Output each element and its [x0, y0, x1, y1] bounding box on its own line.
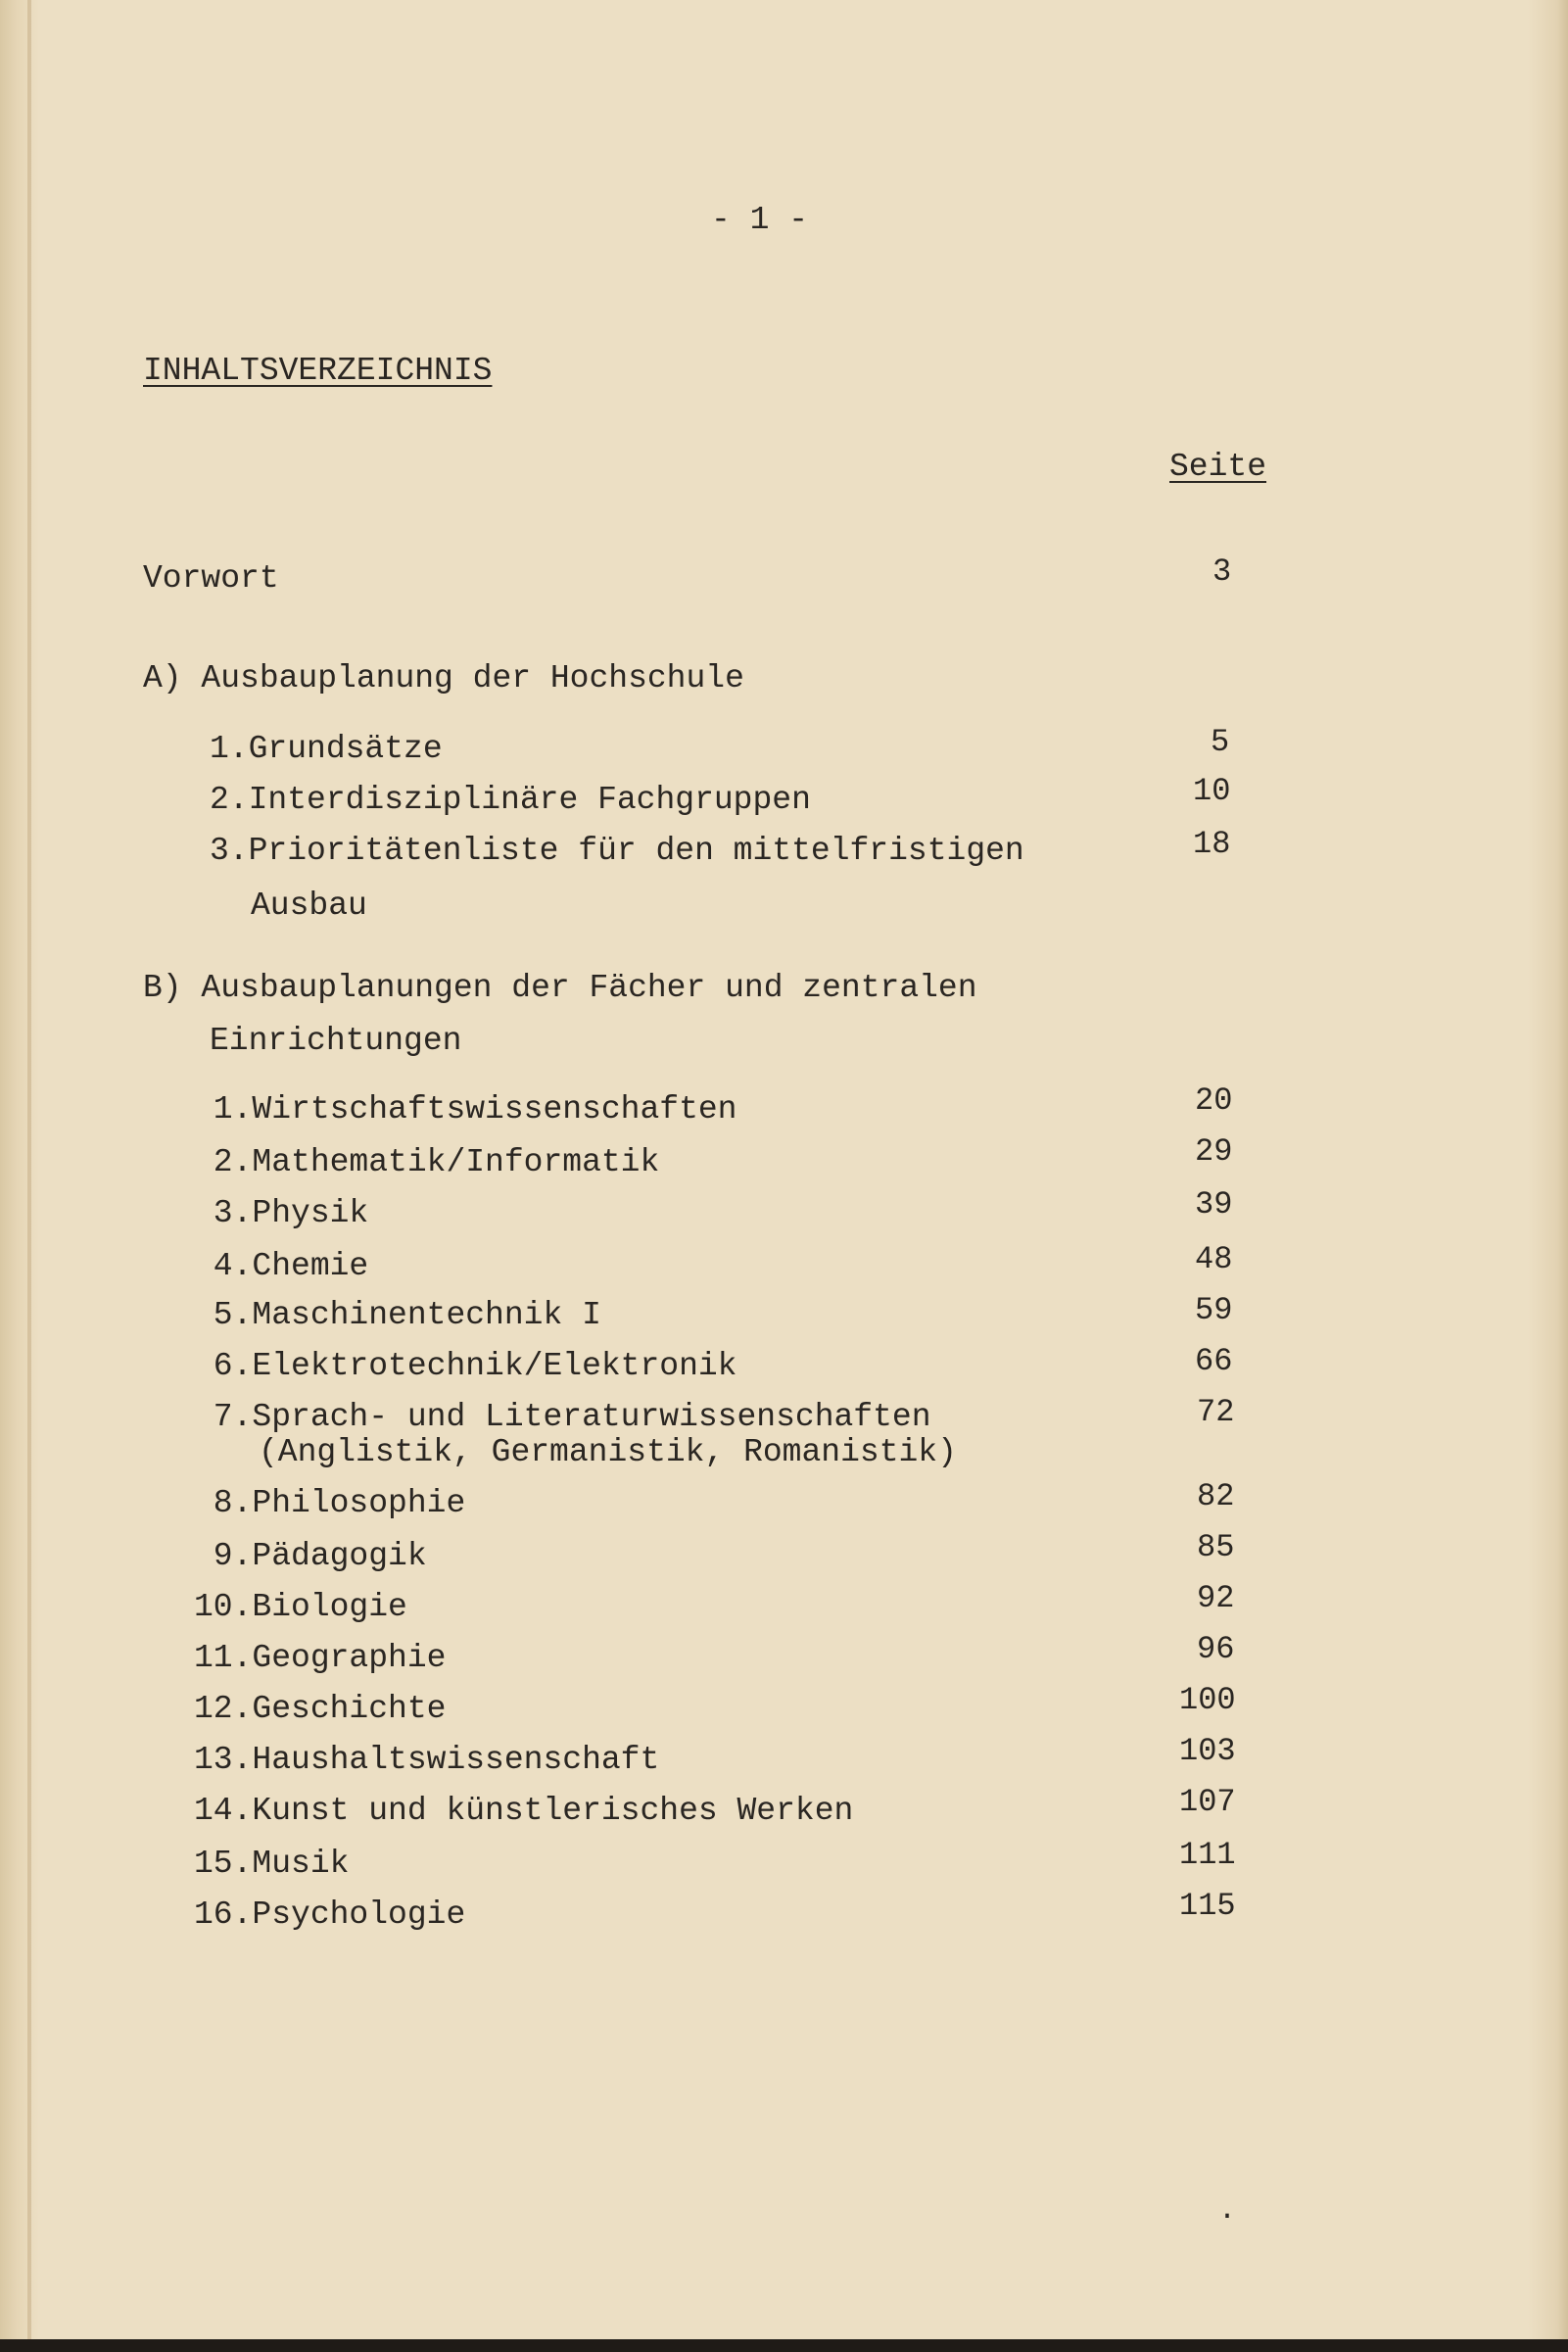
toc-entry[interactable]: 11.Geographie	[194, 1640, 447, 1676]
toc-entry[interactable]: 14.Kunst und künstlerisches Werken	[194, 1793, 854, 1829]
toc-page: 107	[1179, 1784, 1236, 1820]
toc-page: 59	[1195, 1292, 1233, 1328]
toc-page: 10	[1193, 773, 1231, 809]
toc-entry[interactable]: 2.Interdisziplinäre Fachgruppen	[210, 782, 811, 818]
page-number: - 1 -	[711, 202, 809, 238]
toc-entry-vorwort[interactable]: Vorwort	[143, 560, 279, 597]
toc-entry[interactable]: 3.Prioritätenliste für den mittelfristigen	[210, 833, 1024, 869]
toc-page: 85	[1197, 1529, 1235, 1565]
toc-page: 18	[1193, 826, 1231, 862]
toc-page: 92	[1197, 1580, 1235, 1616]
bottom-mark: .	[1218, 2194, 1237, 2228]
page-column-label: Seite	[1169, 449, 1267, 485]
toc-entry[interactable]: 3.Physik	[194, 1195, 369, 1231]
toc-page: 5	[1211, 724, 1230, 760]
toc-page: 103	[1179, 1733, 1236, 1769]
binding-edge	[27, 0, 31, 2352]
toc-entry[interactable]: 4.Chemie	[194, 1248, 369, 1284]
toc-page: 72	[1197, 1394, 1235, 1430]
toc-entry[interactable]: 5.Maschinentechnik I	[194, 1297, 601, 1333]
toc-entry[interactable]: 1.Grundsätze	[210, 731, 443, 767]
toc-page: 48	[1195, 1241, 1233, 1277]
section-b-heading-continuation: Einrichtungen	[210, 1023, 462, 1059]
toc-page: 29	[1195, 1133, 1233, 1170]
toc-page: 115	[1179, 1888, 1236, 1924]
toc-page: 20	[1195, 1082, 1233, 1119]
toc-page: 100	[1179, 1682, 1236, 1718]
toc-entry[interactable]: 13.Haushaltswissenschaft	[194, 1742, 660, 1778]
section-b-heading[interactable]: B) Ausbauplanungen der Fächer und zentralen	[143, 970, 977, 1006]
toc-page: 96	[1197, 1631, 1235, 1667]
toc-heading: INHALTSVERZEICHNIS	[143, 353, 493, 389]
toc-entry[interactable]: 16.Psychologie	[194, 1896, 466, 1933]
toc-entry[interactable]: 1.Wirtschaftswissenschaften	[194, 1091, 737, 1128]
toc-entry-continuation: Ausbau	[251, 888, 367, 924]
toc-page: 39	[1195, 1186, 1233, 1223]
toc-entry[interactable]: 8.Philosophie	[194, 1485, 466, 1521]
section-a-heading[interactable]: A) Ausbauplanung der Hochschule	[143, 660, 744, 696]
toc-entry-continuation: (Anglistik, Germanistik, Romanistik)	[259, 1434, 957, 1470]
toc-page: 66	[1195, 1343, 1233, 1379]
toc-entry[interactable]: 6.Elektrotechnik/Elektronik	[194, 1348, 737, 1384]
toc-entry[interactable]: 9.Pädagogik	[194, 1538, 427, 1574]
toc-page: 111	[1179, 1837, 1236, 1873]
toc-page-vorwort: 3	[1212, 553, 1232, 590]
toc-page: 82	[1197, 1478, 1235, 1514]
toc-entry[interactable]: 15.Musik	[194, 1846, 350, 1882]
toc-entry[interactable]: 12.Geschichte	[194, 1691, 447, 1727]
toc-entry[interactable]: 7.Sprach- und Literaturwissenschaften	[194, 1399, 931, 1435]
scan-bottom-edge	[0, 2339, 1568, 2352]
toc-entry[interactable]: 2.Mathematik/Informatik	[194, 1144, 660, 1180]
toc-entry[interactable]: 10.Biologie	[194, 1589, 407, 1625]
